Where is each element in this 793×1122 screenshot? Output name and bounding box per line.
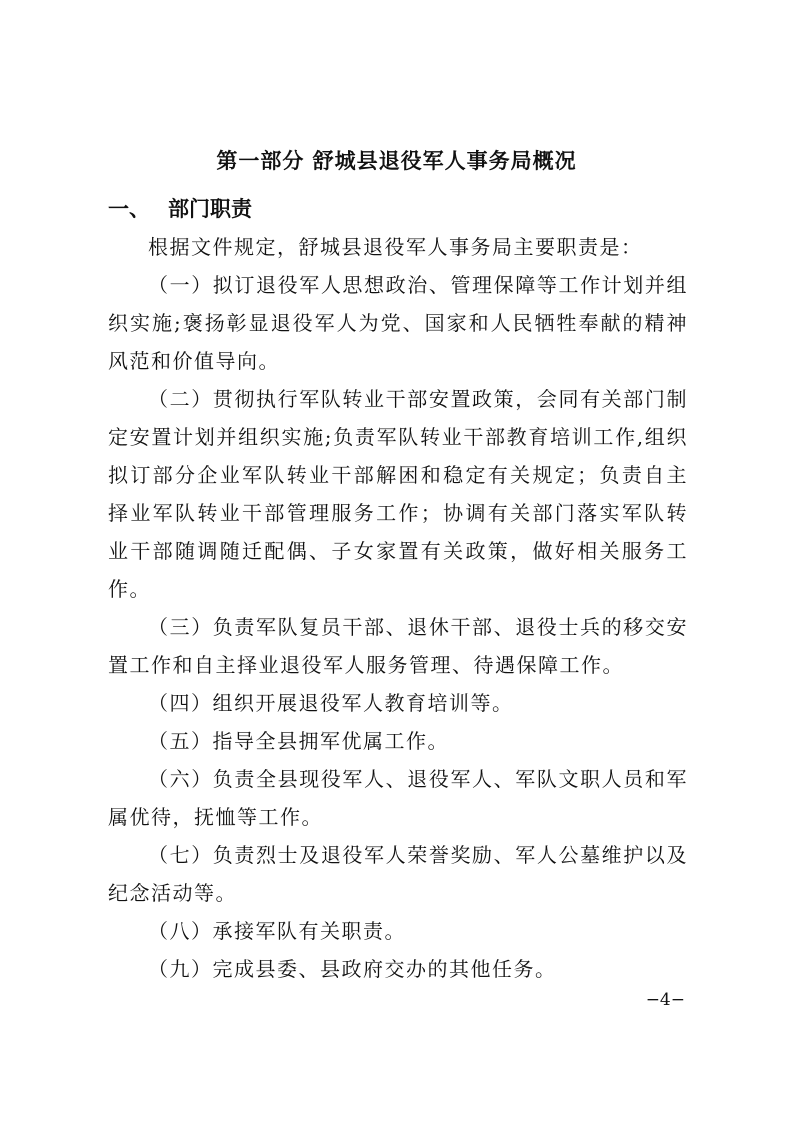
paragraph-duty-1: （一）拟订退役军人思想政治、管理保障等工作计划并组织实施;褒扬彰显退役军人为党、国家和人民牺牲奉献的精神风范和价值导向。	[108, 273, 688, 373]
paragraph-duty-4: （四）组织开展退役军人教育培训等。	[148, 691, 514, 715]
paragraph-duty-2: （二）贯彻执行军队转业干部安置政策，会同有关部门制定安置计划并组织实施;负责军队转业干部教育培训工作,组织拟订部分企业军队转业干部解困和稳定有关规定；负责自主择业军队转业干部管理服务工作；协调有关部门落实军队转业干部随调随迁配偶、子女家置有关政策，做好相关服务工作。	[108, 387, 688, 601]
paragraph-intro: 根据文件规定，舒城县退役军人事务局主要职责是：	[148, 235, 643, 259]
section-number: 一、	[108, 197, 150, 221]
document-title: 第一部分 舒城县退役军人事务局概况	[216, 149, 577, 173]
body-text	[108, 228, 688, 988]
paragraph-duty-5: （五）指导全县拥军优属工作。	[148, 729, 449, 753]
paragraph-duty-3: （三）负责军队复员干部、退休干部、退役士兵的移交安置工作和自主择业退役军人服务管理、待遇保障工作。	[108, 615, 688, 677]
page-number: −4−	[645, 990, 685, 1010]
paragraph-duty-7: （七）负责烈士及退役军人荣誉奖励、军人公墓维护以及纪念活动等。	[108, 843, 688, 905]
paragraph-duty-8: （八）承接军队有关职责。	[148, 919, 406, 943]
paragraph-duty-6: （六）负责全县现役军人、退役军人、军队文职人员和军属优待，抚恤等工作。	[108, 767, 688, 829]
paragraph-duty-9: （九）完成县委、县政府交办的其他任务。	[148, 957, 557, 981]
section-heading	[108, 193, 252, 223]
section-title: 部门职责	[168, 197, 252, 221]
